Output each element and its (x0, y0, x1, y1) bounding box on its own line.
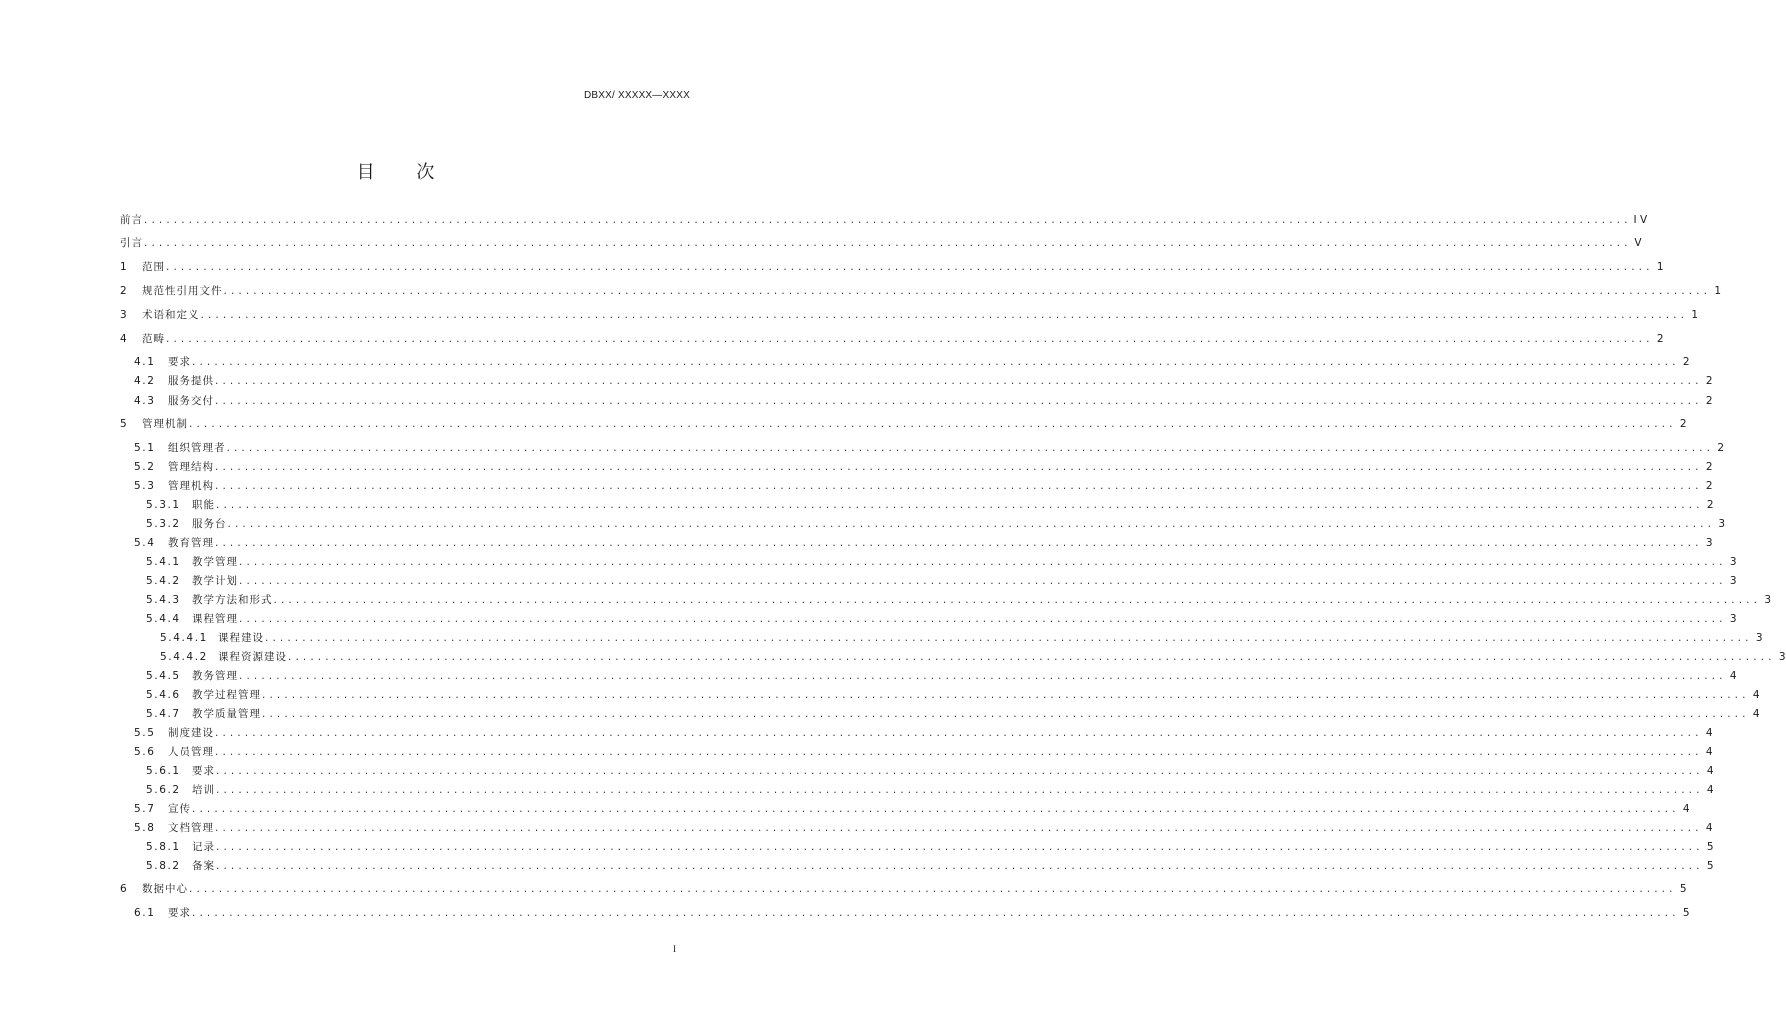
toc-entry-title: 规范性引用文件 (142, 285, 223, 297)
toc-entry-number: 5 (120, 418, 129, 430)
toc-entry[interactable] (120, 705, 1760, 721)
toc-entry-page: 5 (1706, 860, 1714, 872)
toc-entry-number: 1 (120, 261, 129, 273)
toc-entry-number: 5.4.3 (146, 594, 181, 606)
toc-entry-number: 5.5 (134, 727, 156, 739)
dot-leader: ........................................................................................................................................................................................................ (215, 537, 1703, 549)
toc-entry-number: 5.6.2 (146, 784, 181, 796)
toc-entry-page: 3 (1755, 632, 1763, 644)
toc-entry-title: 管理机制 (142, 418, 188, 430)
toc-entry-title: 教学管理 (192, 556, 238, 568)
dot-leader: ........................................................................................................................................................................................................ (216, 784, 1704, 796)
dot-leader: ........................................................................................................................................................................................................ (273, 594, 1762, 606)
toc-entry-page: 3 (1764, 594, 1772, 606)
dot-leader: ........................................................................................................................................................................................................ (239, 575, 1727, 587)
dot-leader: ........................................................................................................................................................................................................ (262, 689, 1750, 701)
toc-entry-title: 文档管理 (168, 822, 214, 834)
toc-entry-title: 宣传 (168, 803, 191, 815)
toc-entry-title: 前言 (120, 214, 143, 226)
toc-entry-page: 4 (1706, 784, 1714, 796)
toc-entry-number: 5.3 (134, 480, 156, 492)
toc-entry-number: 5.4.4.1 (160, 632, 208, 644)
toc-entry[interactable] (120, 880, 1687, 896)
toc-entry-page: 4 (1705, 822, 1713, 834)
toc-entry-page: 1 (1714, 285, 1722, 297)
toc-entry-page: 4 (1752, 689, 1760, 701)
toc-entry-title: 制度建设 (168, 727, 214, 739)
toc-entry-page: 2 (1717, 442, 1725, 454)
dot-leader: ........................................................................................................................................................................................................ (239, 556, 1727, 568)
toc-entry-title: 课程资源建设 (218, 651, 287, 663)
toc-entry-page: 4 (1729, 670, 1737, 682)
dot-leader: ........................................................................................................................................................................................................ (166, 261, 1654, 273)
toc-entry-title: 术语和定义 (142, 309, 200, 321)
toc-entry-number: 5.8.1 (146, 841, 181, 853)
toc-entry-title: 教学过程管理 (192, 689, 261, 701)
dot-leader: ........................................................................................................................................................................................................ (216, 860, 1704, 872)
document-code: DBXX/ XXXXX—XXXX (583, 90, 690, 101)
toc-heading: 目 次 (356, 162, 453, 183)
toc-entry[interactable] (120, 904, 1690, 920)
toc-entry[interactable] (120, 724, 1713, 740)
dot-leader: ........................................................................................................................................................................................................ (226, 442, 1715, 454)
toc-entry[interactable] (120, 610, 1737, 626)
toc-entry-page: 4 (1705, 746, 1713, 758)
toc-entry[interactable] (120, 686, 1760, 702)
dot-leader: ........................................................................................................................................................................................................ (215, 461, 1703, 473)
toc-entry-page: 5 (1679, 883, 1687, 895)
dot-leader: ........................................................................................................................................................................................................ (200, 309, 1689, 321)
toc-entry-title: 培训 (192, 784, 215, 796)
toc-entry-page: 1 (1691, 309, 1699, 321)
toc-entry-number: 5.4.4 (146, 613, 181, 625)
toc-entry-title: 课程管理 (192, 613, 238, 625)
dot-leader: ........................................................................................................................................................................................................ (216, 841, 1704, 853)
toc-entry-page: 4 (1682, 803, 1690, 815)
toc-entry-number: 5.1 (134, 442, 156, 454)
dot-leader: ........................................................................................................................................................................................................ (144, 237, 1632, 249)
toc-entry[interactable] (120, 496, 1714, 512)
toc-entry-page: I V (1633, 214, 1648, 226)
toc-entry-page: 4 (1705, 727, 1713, 739)
toc-entry-number: 5.3.2 (146, 518, 181, 530)
toc-entry-title: 服务提供 (168, 375, 214, 387)
dot-leader: ........................................................................................................................................................................................................ (215, 480, 1703, 492)
dot-leader: ........................................................................................................................................................................................................ (215, 727, 1703, 739)
toc-entry[interactable] (120, 330, 1664, 346)
toc-entry[interactable] (120, 648, 1786, 664)
toc-entry-number: 5.2 (134, 461, 156, 473)
dot-leader: ........................................................................................................................................................................................................ (189, 883, 1677, 895)
toc-entry-number: 5.8.2 (146, 860, 181, 872)
toc-entry[interactable] (120, 258, 1664, 274)
toc-entry-page: 2 (1705, 480, 1713, 492)
toc-entry-title: 范围 (142, 261, 165, 273)
toc-entry-number: 5.8 (134, 822, 156, 834)
toc-entry-title: 备案 (192, 860, 215, 872)
toc-entry-title: 数据中心 (142, 883, 188, 895)
toc-entry-title: 引言 (120, 237, 143, 249)
toc-entry-page: 2 (1706, 499, 1714, 511)
toc-entry-number: 5.4.7 (146, 708, 181, 720)
toc-entry-number: 4.2 (134, 375, 156, 387)
toc-entry-page: 4 (1706, 765, 1714, 777)
toc-entry-number: 5.6 (134, 746, 156, 758)
toc-entry-title: 教学计划 (192, 575, 238, 587)
toc-entry-number: 6.1 (134, 907, 156, 919)
toc-entry[interactable] (120, 353, 1690, 369)
toc-entry[interactable] (120, 211, 1648, 227)
toc-entry-page: 2 (1656, 333, 1664, 345)
dot-leader: ........................................................................................................................................................................................................ (262, 708, 1750, 720)
toc-entry-number: 5.6.1 (146, 765, 181, 777)
toc-entry[interactable] (120, 762, 1714, 778)
toc-entry[interactable] (120, 572, 1737, 588)
toc-entry-title: 管理结构 (168, 461, 214, 473)
dot-leader: ........................................................................................................................................................................................................ (227, 518, 1716, 530)
toc-entry-title: 职能 (192, 499, 215, 511)
page-number: I (673, 944, 676, 954)
toc-entry-number: 5.4 (134, 537, 156, 549)
toc-entry-number: 3 (120, 309, 129, 321)
toc-entry-title: 教务管理 (192, 670, 238, 682)
toc-entry-title: 管理机构 (168, 480, 214, 492)
dot-leader: ........................................................................................................................................................................................................ (189, 418, 1677, 430)
toc-entry-title: 组织管理者 (168, 442, 226, 454)
toc-entry-number: 5.7 (134, 803, 156, 815)
dot-leader: ........................................................................................................................................................................................................ (288, 651, 1776, 663)
toc-entry[interactable] (120, 515, 1726, 531)
dot-leader: ........................................................................................................................................................................................................ (216, 765, 1704, 777)
toc-entry-title: 课程建设 (218, 632, 264, 644)
toc-entry-number: 2 (120, 285, 129, 297)
toc-entry-number: 5.4.6 (146, 689, 181, 701)
dot-leader: ........................................................................................................................................................................................................ (239, 613, 1727, 625)
toc-entry[interactable] (120, 534, 1713, 550)
dot-leader: ........................................................................................................................................................................................................ (166, 333, 1654, 345)
dot-leader: ........................................................................................................................................................................................................ (265, 632, 1753, 644)
toc-entry[interactable] (120, 591, 1772, 607)
toc-entry[interactable] (120, 781, 1714, 797)
toc-entry-page: 3 (1718, 518, 1726, 530)
toc-entry-number: 5.4.1 (146, 556, 181, 568)
toc-entry-page: 4 (1752, 708, 1760, 720)
dot-leader: ........................................................................................................................................................................................................ (192, 356, 1680, 368)
toc-entry-title: 教学质量管理 (192, 708, 261, 720)
dot-leader: ........................................................................................................................................................................................................ (215, 395, 1703, 407)
toc-entry-page: 3 (1705, 537, 1713, 549)
dot-leader: ........................................................................................................................................................................................................ (144, 214, 1632, 226)
toc-entry-page: 1 (1656, 261, 1664, 273)
toc-entry-page: 3 (1729, 613, 1737, 625)
dot-leader: ........................................................................................................................................................................................................ (216, 499, 1704, 511)
toc-entry[interactable] (120, 857, 1714, 873)
dot-leader: ........................................................................................................................................................................................................ (215, 822, 1703, 834)
dot-leader: ........................................................................................................................................................................................................ (223, 285, 1712, 297)
dot-leader: ........................................................................................................................................................................................................ (215, 375, 1703, 387)
toc-entry-number: 5.3.1 (146, 499, 181, 511)
toc-entry-title: 范畴 (142, 333, 165, 345)
toc-entry[interactable] (120, 553, 1737, 569)
toc-entry-page: 2 (1705, 395, 1713, 407)
dot-leader: ........................................................................................................................................................................................................ (192, 907, 1680, 919)
toc-entry-title: 教学方法和形式 (192, 594, 273, 606)
toc-entry[interactable] (120, 282, 1722, 298)
toc-entry[interactable] (120, 667, 1737, 683)
toc-entry[interactable] (120, 800, 1690, 816)
toc-entry-title: 记录 (192, 841, 215, 853)
toc-entry-number: 6 (120, 883, 129, 895)
toc-entry-title: 服务交付 (168, 395, 214, 407)
toc-entry-page: 2 (1705, 461, 1713, 473)
toc-entry-number: 4 (120, 333, 129, 345)
toc-entry-number: 4.1 (134, 356, 156, 368)
dot-leader: ........................................................................................................................................................................................................ (239, 670, 1727, 682)
toc-entry-number: 5.4.4.2 (160, 651, 208, 663)
toc-entry-title: 教育管理 (168, 537, 214, 549)
toc-entry[interactable] (120, 372, 1713, 388)
toc-entry-page: 3 (1729, 556, 1737, 568)
toc-entry-number: 4.3 (134, 395, 156, 407)
toc-entry-title: 人员管理 (168, 746, 214, 758)
toc-entry[interactable] (120, 234, 1642, 250)
toc-entry[interactable] (120, 392, 1713, 408)
toc-entry-page: 3 (1729, 575, 1737, 587)
toc-entry-title: 服务台 (192, 518, 227, 530)
toc-entry-page: 5 (1706, 841, 1714, 853)
toc-entry-page: 3 (1778, 651, 1786, 663)
toc-entry-title: 要求 (168, 356, 191, 368)
toc-entry-title: 要求 (192, 765, 215, 777)
toc-entry-page: 2 (1682, 356, 1690, 368)
toc-entry[interactable] (120, 477, 1713, 493)
toc-entry[interactable] (120, 439, 1725, 455)
toc-entry[interactable] (120, 415, 1687, 431)
dot-leader: ........................................................................................................................................................................................................ (215, 746, 1703, 758)
toc-entry[interactable] (120, 838, 1714, 854)
toc-entry[interactable] (120, 629, 1763, 645)
toc-entry-title: 要求 (168, 907, 191, 919)
toc-entry-page: V (1634, 237, 1642, 249)
toc-entry-page: 2 (1679, 418, 1687, 430)
toc-entry-page: 2 (1705, 375, 1713, 387)
toc-entry[interactable] (120, 819, 1713, 835)
dot-leader: ........................................................................................................................................................................................................ (192, 803, 1680, 815)
toc-entry[interactable] (120, 306, 1699, 322)
toc-entry-number: 5.4.5 (146, 670, 181, 682)
toc-entry-page: 5 (1682, 907, 1690, 919)
toc-entry[interactable] (120, 743, 1713, 759)
toc-entry-number: 5.4.2 (146, 575, 181, 587)
toc-entry[interactable] (120, 458, 1713, 474)
